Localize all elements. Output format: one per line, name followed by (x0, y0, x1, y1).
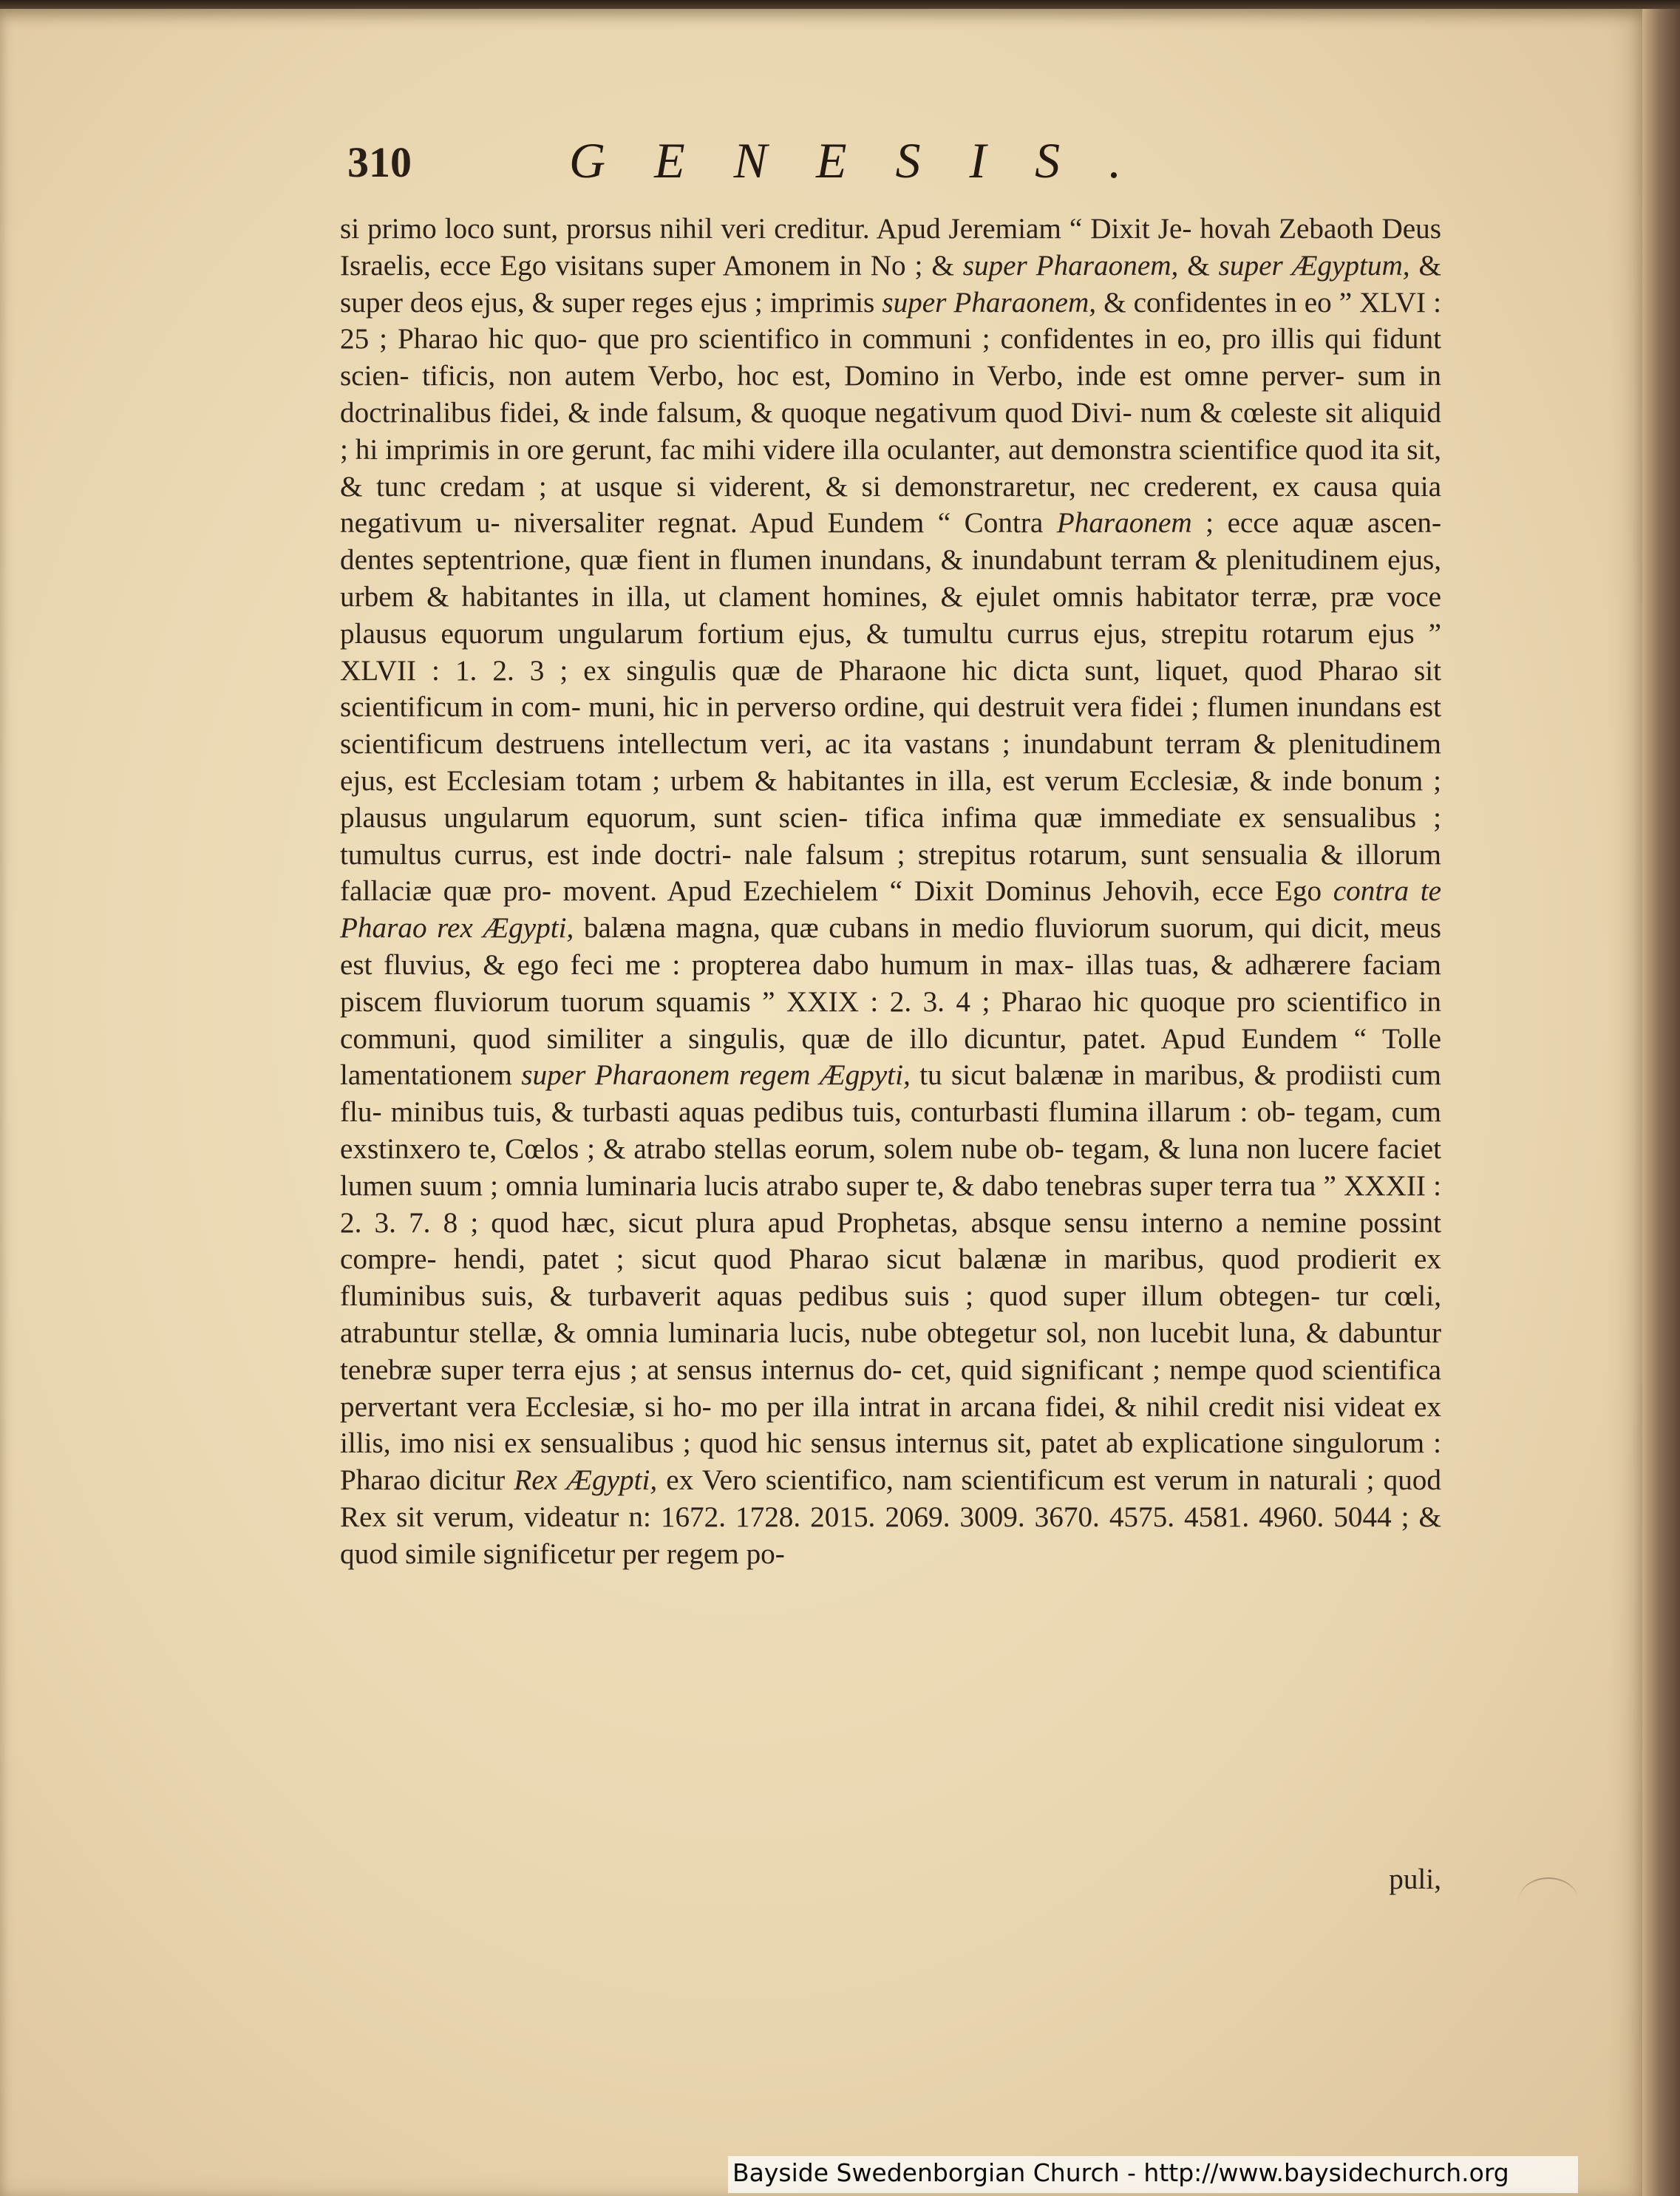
text-line: tificis, non autem Verbo, hoc est, Domino in Verbo, inde est omne perver- (422, 360, 1345, 392)
text-italic: contra te (1333, 875, 1441, 908)
text-line: Pharao dicitur (340, 1464, 514, 1497)
text-line: muni, hic in perverso ordine, qui destruit vera fidei ; flumen inundans est (588, 691, 1441, 724)
text-italic: Pharaonem regem Ægpyti, (594, 1059, 911, 1092)
text-line: fluminibus suis, & turbaverit aquas pedibus suis ; quod super illum obtegen- (340, 1280, 1321, 1313)
text-line: imprimis (769, 286, 882, 319)
text-line: balæna magna, quæ cubans in medio fluviorum suorum, (574, 912, 1254, 945)
text-line: sum in doctrinalibus fidei, & inde falsum, & quoque negativum quod Divi- (340, 360, 1441, 429)
text-line: hovah Zebaoth Deus Israelis, ecce Ego visitans super Amonem in No ; & (340, 213, 1441, 282)
text-line: ex Vero scientifico, nam scientificum est verum (657, 1464, 1229, 1497)
text-line: nale falsum ; strepitus rotarum, sunt sensualia & illorum fallaciæ quæ pro- (340, 838, 1442, 908)
watermark-caption: Bayside Swedenborgian Church - http://www.baysidechurch.org (728, 2156, 1578, 2193)
text-line: si primo loco sunt, prorsus nihil veri creditur. Apud Jeremiam “ Dixit Je- (340, 213, 1192, 245)
page-header (347, 132, 1456, 198)
text-line: qui dicit, meus est fluvius, & ego feci me : propterea dabo humum in max- (340, 912, 1441, 981)
text-line: ; ecce aquæ ascen- (1191, 507, 1441, 540)
text-line: 3. 4 ; Pharao hic quoque pro scientifico in communi, quod similiter a singulis, (340, 985, 1441, 1055)
text-line: omnis habitator terræ, præ voce plausus equorum ungularum fortium ejus, (340, 580, 1441, 650)
text-line: verum Ecclesiæ, & inde bonum ; plausus ungularum equorum, sunt scien- (340, 764, 1441, 834)
body-text (340, 211, 1441, 1572)
text-italic: super (521, 1059, 586, 1092)
text-line: super te, & dabo tenebras super terra tua ” XXXII : 2. 3. 7. 8 ; quod hæc, (340, 1169, 1441, 1239)
text-line: & confidentes in eo ” XLVI : 25 ; Pharao hic quo- (340, 286, 1441, 356)
text-line: & (1178, 249, 1219, 282)
text-italic: super Pharaonem, (962, 249, 1179, 282)
page-edge (1642, 9, 1680, 2196)
running-title: GENESIS. (569, 132, 1171, 188)
pencil-mark (1519, 1877, 1578, 1923)
text-line: quæ de Pharaone hic dicta sunt, liquet, quod Pharao sit scientificum in com- (340, 654, 1442, 724)
catchword: puli, (1389, 1863, 1441, 1895)
text-line: tur cœli, atrabuntur stellæ, & omnia luminaria lucis, nube obtegetur sol, (340, 1280, 1441, 1349)
text-line: mo per illa intrat in arcana fidei, & nihil credit nisi videat ex illis, imo nisi (340, 1390, 1442, 1460)
text-line: quæ de illo dicuntur, patet. Apud Eundem “ Tolle lamentationem (340, 1022, 1441, 1092)
text-line: tegam, & luna non lucere faciet lumen suum ; omnia luminaria lucis atrabo (340, 1132, 1442, 1202)
text-line: hendi, patet ; sicut quod Pharao sicut balænæ in maribus, quod prodierit ex (453, 1243, 1441, 1276)
text-italic: super Pharaonem, (882, 286, 1097, 319)
text-line: movent. Apud Ezechielem “ Dixit Dominus Jehovih, ecce Ego (562, 875, 1333, 908)
text-line: & plenitudinem ejus, est Ecclesiam totam ; urbem & habitantes in illa, est (340, 728, 1441, 797)
text-line: tu sicut balænæ in maribus, & prodiisti cum flu- (340, 1059, 1441, 1129)
text-line: dentes septentrione, quæ fient in flumen inundans, & inundabunt terram & (340, 544, 1218, 577)
text-line: illas tuas, & adhærere faciam piscem fluviorum tuorum squamis ” XXIX : 2. (340, 948, 1441, 1018)
text-line: non lucebit luna, & dabuntur tenebræ super terra ejus ; at sensus internus do- (340, 1316, 1442, 1386)
text-line: 3670. 4575. 4581. 4960. 5044 ; & quod simile significetur per regem po- (340, 1500, 1442, 1570)
text-line: si viderent, & si demonstraretur, nec crederent, ex causa quia negativum u- (340, 470, 1441, 540)
text-line: & tumultu currus ejus, strepitu rotarum ejus ” XLVII : 1. 2. 3 ; ex singulis (340, 617, 1442, 687)
text-line: que pro scientifico in communi ; confidentes in eo, pro illis qui fidunt scien- (340, 323, 1442, 392)
text-line: tifica infima quæ immediate ex sensualibus ; tumultus currus, est inde doctri- (340, 801, 1442, 871)
text-line: scientificum destruens intellectum veri, ac ita vastans ; inundabunt terram (340, 728, 1242, 761)
text-italic: Pharao rex Ægypti, (340, 912, 574, 945)
text-line: in naturali ; quod Rex sit verum, videatur n: 1672. 1728. 2015. 2069. 3009. (340, 1464, 1441, 1533)
text-line: oculanter, aut demonstra scientifice quod ita sit, & tunc credam ; at usque (340, 433, 1442, 503)
text-line: ex sensualibus ; quod hic sensus internus sit, patet ab explicatione singulorum : (504, 1427, 1441, 1460)
text-italic: super Ægyptum, (1218, 249, 1410, 282)
text-line: & super deos ejus, & super reges ejus ; (340, 249, 1441, 319)
text-line: cet, quid significant ; nempe quod scientifica pervertant vera Ecclesiæ, si ho- (340, 1353, 1442, 1423)
text-line: minibus tuis, & turbasti aquas pedibus tuis, conturbasti flumina illarum : ob- (390, 1096, 1296, 1129)
text-line: niversaliter regnat. Apud Eundem “ Contra (514, 507, 1057, 540)
text-line: tegam, cum exstinxero te, Cœlos ; & atrabo stellas eorum, solem nube ob- (340, 1096, 1442, 1165)
text-italic: Rex Ægypti, (514, 1464, 658, 1497)
text-line: sicut plura apud Prophetas, absque sensu interno a nemine possint compre- (340, 1206, 1442, 1276)
text-line: plenitudinem ejus, urbem & habitantes in illa, ut clament homines, & ejulet (340, 544, 1441, 613)
text-line: num & cœleste sit aliquid ; hi imprimis in ore gerunt, fac mihi videre illa (340, 396, 1441, 466)
text-italic: Pharaonem (1056, 507, 1192, 540)
page-number: 310 (347, 138, 412, 186)
